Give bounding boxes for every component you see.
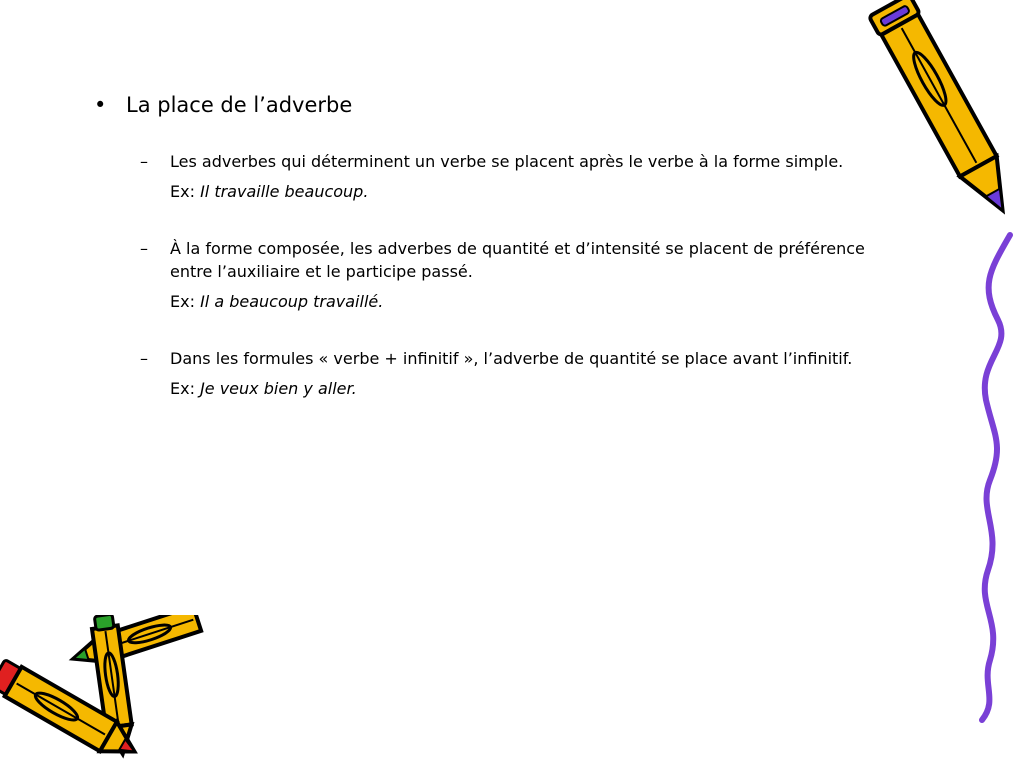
dash-icon: – <box>140 152 148 171</box>
sub-bullet-3 <box>140 347 876 400</box>
pencil-icon <box>860 0 1010 250</box>
example-line <box>170 180 876 203</box>
slide-content <box>96 90 876 434</box>
sub-bullet-2 <box>140 237 876 313</box>
rule-text: À la forme composée, les adverbes de quantité et d’intensité se placent de préférence entre l’auxiliaire et le participe passé. <box>170 239 865 281</box>
dash-icon: – <box>140 349 148 368</box>
example-text: Il a beaucoup travaillé. <box>200 292 384 311</box>
rule-text: Dans les formules « verbe + infinitif », l’adverbe de quantité se place avant l’infinitif. <box>170 349 853 368</box>
main-bullet <box>96 90 876 120</box>
example-line <box>170 377 876 400</box>
sub-bullet-1 <box>140 150 876 203</box>
example-text: Je veux bien y aller. <box>200 379 357 398</box>
crossed-pencils-icon <box>0 615 210 765</box>
bullet-icon: • <box>94 93 107 117</box>
example-line <box>170 290 876 313</box>
wavy-line-decoration <box>960 230 1020 730</box>
slide-heading: La place de l’adverbe <box>126 93 353 117</box>
example-prefix: Ex: <box>170 182 201 201</box>
example-text: Il travaille beaucoup. <box>200 182 369 201</box>
dash-icon: – <box>140 239 148 258</box>
rule-text: Les adverbes qui déterminent un verbe se placent après le verbe à la forme simple. <box>170 152 844 171</box>
example-prefix: Ex: <box>170 292 201 311</box>
example-prefix: Ex: <box>170 379 201 398</box>
